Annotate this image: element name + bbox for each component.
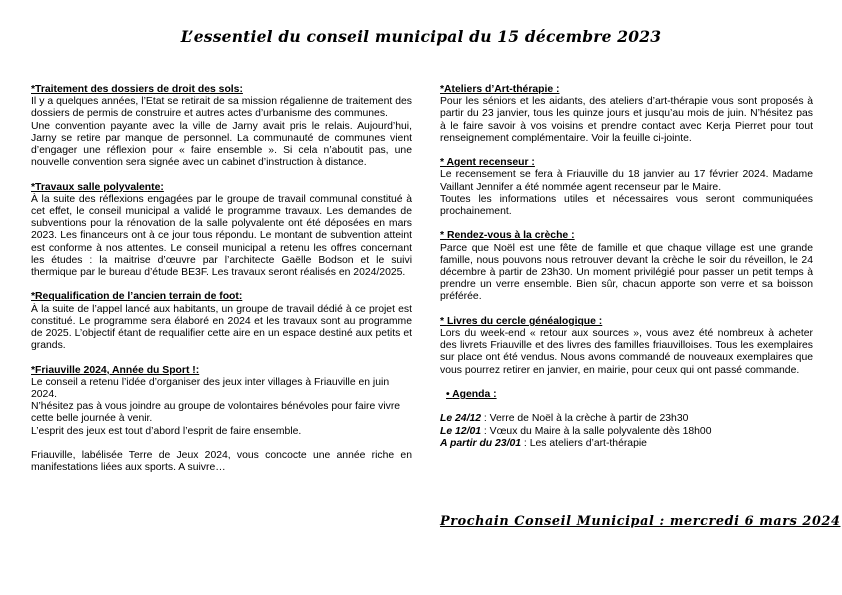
section-heading: *Friauville 2024, Année du Sport !: bbox=[31, 364, 200, 376]
next-council-notice: Prochain Conseil Municipal : mercredi 6 mars 2024 bbox=[440, 514, 841, 529]
agenda-item bbox=[440, 413, 813, 425]
section-heading: *Ateliers d’Art-thérapie : bbox=[440, 84, 560, 95]
section-terrain-de-foot bbox=[31, 291, 412, 352]
section-droit-des-sols bbox=[31, 84, 412, 169]
section-text bbox=[31, 304, 412, 353]
section-text bbox=[440, 328, 813, 377]
section-art-therapie bbox=[440, 84, 813, 145]
section-text bbox=[440, 96, 813, 145]
section-travaux-salle bbox=[31, 182, 412, 280]
agenda-list bbox=[440, 413, 813, 450]
page-title: L’essentiel du conseil municipal du 15 décembre 2023 bbox=[180, 27, 662, 46]
section-heading: * Rendez-vous à la crèche : bbox=[440, 230, 813, 242]
paragraph-line: L’esprit des jeux est tout d’abord l’esprit de faire ensemble. bbox=[31, 425, 302, 437]
section-rendez-vous-creche bbox=[440, 230, 813, 303]
section-text bbox=[440, 169, 813, 218]
agenda-item bbox=[440, 438, 813, 450]
section-heading: * Livres du cercle généalogique : bbox=[440, 316, 813, 328]
paragraph-line: Le recensement se fera à Friauville du 18 janvier au 17 février 2024. Madame Vaillant Jennifer a été nommée agent recenseur par le Maire. bbox=[440, 169, 813, 193]
agenda-text: : Verre de Noël à la crèche à partir de 23h30 bbox=[481, 413, 689, 425]
section-livres-genealogie bbox=[440, 316, 813, 377]
section-text bbox=[440, 243, 813, 304]
agenda-date: A partir du 23/01 bbox=[440, 437, 522, 449]
section-text bbox=[31, 377, 412, 438]
paragraph-line: N’hésitez pas à vous joindre au groupe de volontaires bénévoles pour faire vivre cette belle journée à venir. bbox=[31, 401, 401, 425]
section-text bbox=[31, 96, 412, 169]
section-annee-du-sport bbox=[31, 365, 412, 438]
section-heading: *Requalification de l’ancien terrain de foot: bbox=[31, 291, 243, 303]
section-terre-de-jeux bbox=[31, 450, 412, 474]
paragraph-line: Toutes les informations utiles et nécessaires vous seront communiquées prochainement. bbox=[440, 193, 813, 218]
section-agent-recenseur bbox=[440, 157, 813, 218]
agenda-date: Le 12/01 bbox=[440, 425, 482, 437]
agenda-heading: • Agenda : bbox=[446, 389, 497, 400]
left-column bbox=[31, 84, 412, 487]
paragraph-line: Parce que Noël est une fête de famille et que chaque village est une grande famille, nous pouvons nous retrouver devant la crèche le soir du réveillon, le 24 décembre à partir de 23h30. Un moment privilégié pour passer un petit temps à prendre un verre ensemble. Bien sûr, chacun apporte son verre et sa boisson préférée. bbox=[440, 242, 813, 303]
agenda-heading-row bbox=[440, 389, 813, 401]
agenda-text: : Vœux du Maire à la salle polyvalente dès 18h00 bbox=[481, 425, 712, 437]
paragraph-line: À la suite de l’appel lancé aux habitants, un groupe de travail dédié à ce projet est constitué. Le programme sera élaboré en 2024 et les travaux sont au programme de 2025. L’objectif étant de requalifier cette aire en un espace destiné aux petits et grands. bbox=[31, 303, 412, 352]
paragraph-line: Il y a quelques années, l’Etat se retirait de sa mission régalienne de traitement des dossiers de permis de construire et autres actes d’urbanisme des communes. bbox=[31, 96, 412, 120]
paragraph-line: Lors du week-end « retour aux sources », vous avez été nombreux à acheter des livrets Friauville et des livres des familles friauvilloises. Tous les exemplaires sur place ont été vendus. Nous avons commandé de nouveaux exemplaires que vous pourrez retirer en janvier, en mairie, pour ceux qui ont passé commande. bbox=[440, 328, 813, 376]
paragraph-line: Le conseil a retenu l’idée d’organiser des jeux inter villages à Friauville en juin 2024. bbox=[31, 376, 390, 401]
agenda-date: Le 24/12 bbox=[440, 413, 482, 425]
section-heading: * Agent recenseur : bbox=[440, 157, 813, 169]
paragraph-line: Friauville, labélisée Terre de Jeux 2024, vous concocte une année riche en manifestations liées aux sports. A suivre… bbox=[31, 450, 412, 474]
section-agenda bbox=[440, 389, 813, 450]
paragraph-line: À la suite des réflexions engagées par le groupe de travail communal constitué à cet effet, le conseil municipal a validé le programme travaux. Les demandes de subventions pour la rénovation de la salle polyvalente ont été déposées en mars 2023. Les financeurs ont à ce jour tous répondu. Le montant de subvention atteint est conforme à nos attentes. Le conseil municipal a retenu les offres concernant les études : la maitrise d’œuvre par l’architecte Gaëlle Bodson et le suivi thermique par le bureau d’étude BE3F. Les travaux seront réalisés en 2024/2025. bbox=[31, 193, 412, 279]
section-heading: *Traitement des dossiers de droit des sols: bbox=[31, 84, 243, 95]
agenda-item bbox=[440, 426, 813, 438]
section-text bbox=[31, 194, 412, 279]
agenda-text: : Les ateliers d’art-thérapie bbox=[521, 437, 647, 449]
section-text bbox=[31, 450, 412, 474]
right-column bbox=[440, 84, 813, 462]
paragraph-line: Une convention payante avec la ville de Jarny avait pris le relais. Aujourd’hui, Jarny se retire par manque de personnel. La communauté de communes vient d’engager une réflexion pour « faire ensemble ». Si cela n’aboutit pas, une nouvelle convention sera signée avec un cabinet d’instruction à distance. bbox=[31, 120, 412, 169]
section-heading: *Travaux salle polyvalente: bbox=[31, 181, 164, 193]
paragraph-line: Pour les séniors et les aidants, des ateliers d’art-thérapie vous sont proposés à partir du 23 janvier, tous les quinze jours et jusqu’au mois de juin. N’hésitez pas à le faire savoir à vos voisins et prendre contact avec Kerja Pierret pour tout renseignement complémentaire. Voir la feuille ci-jointe. bbox=[440, 96, 813, 144]
